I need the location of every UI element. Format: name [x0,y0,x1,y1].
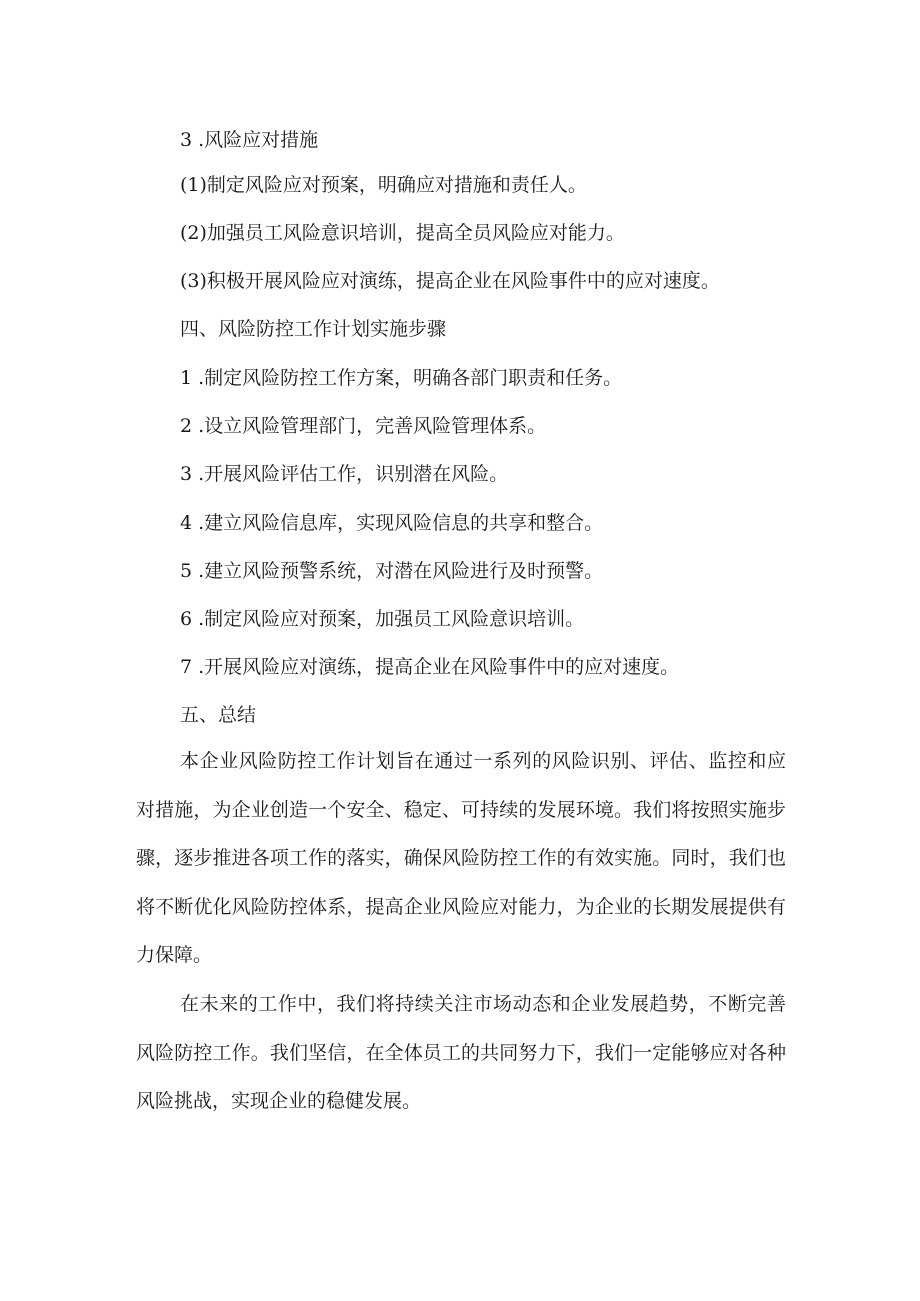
list-item: (2)加强员工风险意识培训，提高全员风险应对能力。 [180,222,625,244]
section-heading-implementation-steps: 四、风险防控工作计划实施步骤 [180,318,447,340]
section-heading-summary: 五、总结 [180,704,257,726]
summary-paragraph: 本企业风险防控工作计划旨在通过一系列的风险识别、评估、监控和应对措施，为企业创造一个安全、稳定、可持续的发展环境。我们将按照实施步骤，逐步推进各项工作的落实，确保风险防控工作的有效实施。同时，我们也将不断优化风险防控体系，提高企业风险应对能力，为企业的长期发展提供有力保障。 [136,750,786,966]
subsection-heading-risk-response: 3 .风险应对措施 [180,129,319,151]
list-item: 7 .开展风险应对演练，提高企业在风险事件中的应对速度。 [180,656,680,678]
list-item: 6 .制定风险应对预案，加强员工风险意识培训。 [180,608,585,630]
list-item: (1)制定风险应对预案，明确应对措施和责任人。 [180,174,587,196]
list-item: 3 .开展风险评估工作，识别潜在风险。 [180,463,509,485]
list-item: 1 .制定风险防控工作方案，明确各部门职责和任务。 [180,367,623,389]
closing-paragraph: 在未来的工作中，我们将持续关注市场动态和企业发展趋势，不断完善风险防控工作。我们坚信，在全体员工的共同努力下，我们一定能够应对各种风险挑战，实现企业的稳健发展。 [136,993,786,1112]
list-item: 4 .建立风险信息库，实现风险信息的共享和整合。 [180,512,604,534]
list-item: (3)积极开展风险应对演练，提高企业在风险事件中的应对速度。 [180,270,720,292]
list-item: 5 .建立风险预警系统，对潜在风险进行及时预警。 [180,560,604,582]
list-item: 2 .设立风险管理部门，完善风险管理体系。 [180,415,547,437]
